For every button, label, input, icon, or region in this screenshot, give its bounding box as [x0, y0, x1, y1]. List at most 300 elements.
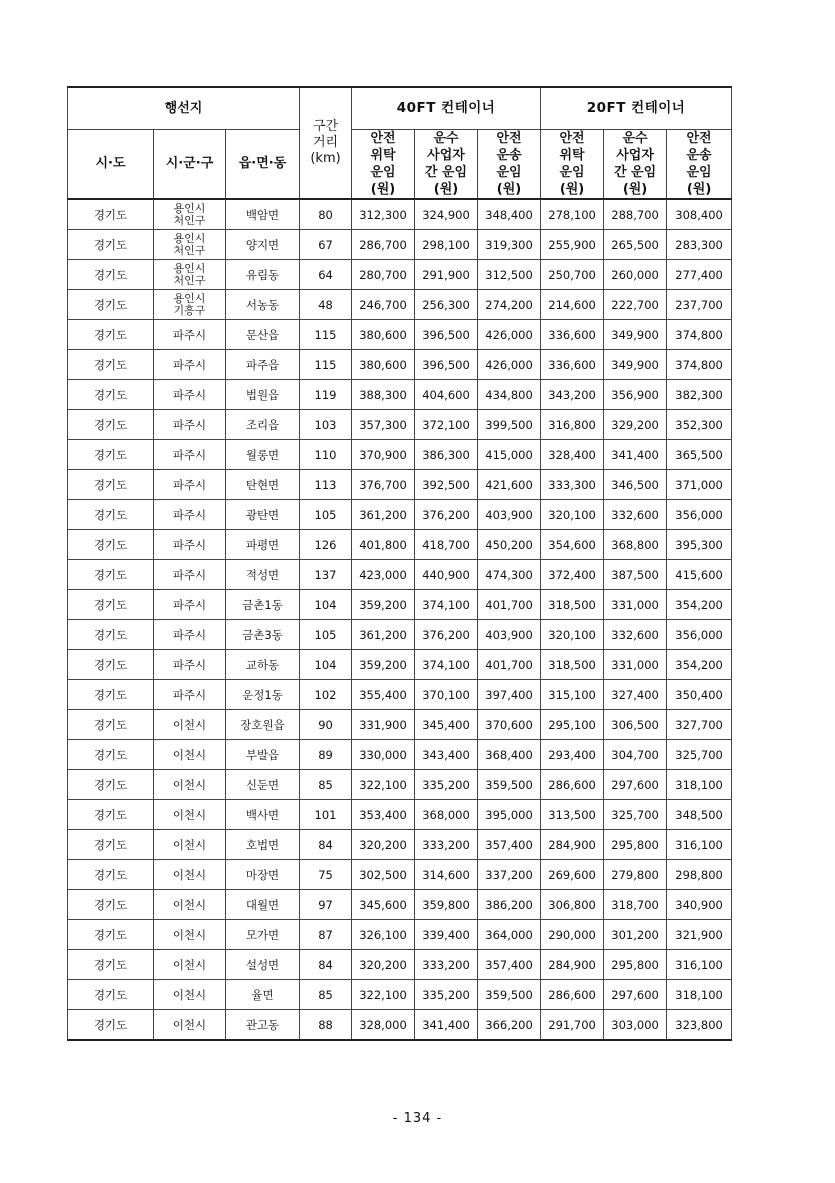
cell-20ft-consign: 316,800 [541, 410, 604, 440]
table-row [68, 230, 732, 260]
cell-40ft-carrier: 359,800 [415, 890, 478, 920]
cell-40ft-transport: 364,000 [478, 920, 541, 950]
container-20ft-header: 20FT 컨테이너 [541, 87, 732, 129]
cell-sido: 경기도 [68, 380, 154, 410]
cell-sido: 경기도 [68, 740, 154, 770]
cell-sigungu: 이천시 [154, 710, 226, 740]
cell-40ft-carrier: 418,700 [415, 530, 478, 560]
cell-40ft-carrier: 396,500 [415, 320, 478, 350]
cell-20ft-transport: 298,800 [667, 860, 732, 890]
cell-eupmyeondong: 탄현면 [226, 470, 300, 500]
cell-40ft-carrier: 440,900 [415, 560, 478, 590]
cell-20ft-consign: 336,600 [541, 350, 604, 380]
cell-40ft-consign: 322,100 [352, 770, 415, 800]
table-row [68, 680, 732, 710]
cell-eupmyeondong: 법원읍 [226, 380, 300, 410]
cell-20ft-transport: 356,000 [667, 620, 732, 650]
cell-distance: 105 [300, 620, 352, 650]
cell-20ft-transport: 237,700 [667, 290, 732, 320]
cell-20ft-carrier: 222,700 [604, 290, 667, 320]
cell-20ft-carrier: 349,900 [604, 350, 667, 380]
cell-sido: 경기도 [68, 950, 154, 980]
cell-20ft-transport: 356,000 [667, 500, 732, 530]
cell-distance: 85 [300, 770, 352, 800]
cell-20ft-consign: 354,600 [541, 530, 604, 560]
table-row [68, 530, 732, 560]
cell-40ft-transport: 403,900 [478, 620, 541, 650]
cell-20ft-transport: 318,100 [667, 770, 732, 800]
cell-sido: 경기도 [68, 500, 154, 530]
cell-40ft-transport: 359,500 [478, 980, 541, 1010]
cell-distance: 119 [300, 380, 352, 410]
cell-20ft-carrier: 304,700 [604, 740, 667, 770]
cell-40ft-carrier: 335,200 [415, 770, 478, 800]
cell-sigungu: 이천시 [154, 890, 226, 920]
cell-40ft-carrier: 370,100 [415, 680, 478, 710]
cell-40ft-consign: 331,900 [352, 710, 415, 740]
cell-20ft-consign: 278,100 [541, 199, 604, 230]
cell-20ft-transport: 382,300 [667, 380, 732, 410]
cell-20ft-carrier: 327,400 [604, 680, 667, 710]
cell-40ft-transport: 337,200 [478, 860, 541, 890]
cell-40ft-consign: 357,300 [352, 410, 415, 440]
page-number: - 134 - [392, 1111, 443, 1126]
cell-eupmyeondong: 부발읍 [226, 740, 300, 770]
cell-20ft-carrier: 279,800 [604, 860, 667, 890]
cell-20ft-transport: 365,500 [667, 440, 732, 470]
cell-40ft-transport: 450,200 [478, 530, 541, 560]
cell-sigungu: 용인시 처인구 [154, 199, 226, 230]
cell-eupmyeondong: 적성면 [226, 560, 300, 590]
cell-sido: 경기도 [68, 830, 154, 860]
cell-20ft-transport: 415,600 [667, 560, 732, 590]
cell-40ft-consign: 388,300 [352, 380, 415, 410]
cell-40ft-carrier: 256,300 [415, 290, 478, 320]
cell-20ft-carrier: 306,500 [604, 710, 667, 740]
cell-40ft-consign: 380,600 [352, 350, 415, 380]
table-row [68, 650, 732, 680]
cell-sigungu: 파주시 [154, 530, 226, 560]
cell-40ft-carrier: 345,400 [415, 710, 478, 740]
cell-sido: 경기도 [68, 800, 154, 830]
cell-eupmyeondong: 월롱면 [226, 440, 300, 470]
eupmyeondong-header: 읍·면·동 [226, 129, 300, 199]
cell-distance: 75 [300, 860, 352, 890]
cell-eupmyeondong: 양지면 [226, 230, 300, 260]
cell-eupmyeondong: 설성면 [226, 950, 300, 980]
cell-distance: 90 [300, 710, 352, 740]
table-row [68, 770, 732, 800]
cell-40ft-consign: 345,600 [352, 890, 415, 920]
cell-20ft-consign: 291,700 [541, 1010, 604, 1041]
cell-40ft-carrier: 343,400 [415, 740, 478, 770]
cell-40ft-consign: 361,200 [352, 620, 415, 650]
cell-20ft-consign: 343,200 [541, 380, 604, 410]
cell-40ft-consign: 353,400 [352, 800, 415, 830]
cell-sido: 경기도 [68, 199, 154, 230]
cell-40ft-carrier: 339,400 [415, 920, 478, 950]
cell-sido: 경기도 [68, 710, 154, 740]
cell-40ft-consign: 312,300 [352, 199, 415, 230]
cell-eupmyeondong: 호법면 [226, 830, 300, 860]
cell-20ft-carrier: 368,800 [604, 530, 667, 560]
cell-sigungu: 파주시 [154, 320, 226, 350]
cell-sigungu: 이천시 [154, 830, 226, 860]
cell-sigungu: 용인시 기흥구 [154, 290, 226, 320]
cell-20ft-transport: 350,400 [667, 680, 732, 710]
cell-eupmyeondong: 광탄면 [226, 500, 300, 530]
table-row [68, 620, 732, 650]
cell-40ft-transport: 357,400 [478, 950, 541, 980]
cell-distance: 97 [300, 890, 352, 920]
cell-20ft-consign: 372,400 [541, 560, 604, 590]
cell-20ft-transport: 395,300 [667, 530, 732, 560]
cell-distance: 137 [300, 560, 352, 590]
cell-40ft-transport: 386,200 [478, 890, 541, 920]
cell-sigungu: 이천시 [154, 980, 226, 1010]
cell-40ft-carrier: 333,200 [415, 950, 478, 980]
cell-20ft-transport: 374,800 [667, 320, 732, 350]
cell-20ft-transport: 348,500 [667, 800, 732, 830]
cell-sido: 경기도 [68, 920, 154, 950]
cell-eupmyeondong: 조리읍 [226, 410, 300, 440]
cell-40ft-consign: 280,700 [352, 260, 415, 290]
cell-sigungu: 파주시 [154, 680, 226, 710]
cell-eupmyeondong: 장호원읍 [226, 710, 300, 740]
freight-rate-table [67, 86, 732, 1041]
cell-sido: 경기도 [68, 620, 154, 650]
cell-20ft-carrier: 329,200 [604, 410, 667, 440]
cell-eupmyeondong: 백사면 [226, 800, 300, 830]
rate-col-header: 안전 운송 운임 (원) [478, 129, 541, 199]
cell-sigungu: 파주시 [154, 500, 226, 530]
cell-40ft-consign: 320,200 [352, 830, 415, 860]
cell-40ft-carrier: 404,600 [415, 380, 478, 410]
cell-sigungu: 용인시 처인구 [154, 260, 226, 290]
cell-sido: 경기도 [68, 470, 154, 500]
cell-eupmyeondong: 모가면 [226, 920, 300, 950]
cell-distance: 113 [300, 470, 352, 500]
cell-eupmyeondong: 신둔면 [226, 770, 300, 800]
cell-40ft-consign: 361,200 [352, 500, 415, 530]
cell-40ft-consign: 376,700 [352, 470, 415, 500]
cell-sido: 경기도 [68, 260, 154, 290]
cell-20ft-consign: 290,000 [541, 920, 604, 950]
cell-eupmyeondong: 파평면 [226, 530, 300, 560]
cell-40ft-transport: 319,300 [478, 230, 541, 260]
cell-20ft-transport: 277,400 [667, 260, 732, 290]
cell-20ft-carrier: 346,500 [604, 470, 667, 500]
destination-header: 행선지 [68, 87, 300, 129]
cell-20ft-consign: 286,600 [541, 980, 604, 1010]
cell-20ft-transport: 321,900 [667, 920, 732, 950]
cell-eupmyeondong: 서농동 [226, 290, 300, 320]
cell-eupmyeondong: 파주읍 [226, 350, 300, 380]
cell-40ft-transport: 370,600 [478, 710, 541, 740]
cell-distance: 67 [300, 230, 352, 260]
cell-sigungu: 파주시 [154, 440, 226, 470]
cell-20ft-consign: 293,400 [541, 740, 604, 770]
table-row [68, 950, 732, 980]
cell-40ft-consign: 286,700 [352, 230, 415, 260]
cell-40ft-carrier: 324,900 [415, 199, 478, 230]
cell-40ft-transport: 421,600 [478, 470, 541, 500]
cell-20ft-carrier: 325,700 [604, 800, 667, 830]
cell-20ft-carrier: 288,700 [604, 199, 667, 230]
cell-sigungu: 파주시 [154, 650, 226, 680]
cell-distance: 115 [300, 320, 352, 350]
cell-40ft-consign: 326,100 [352, 920, 415, 950]
cell-20ft-consign: 286,600 [541, 770, 604, 800]
table-row [68, 380, 732, 410]
table-row [68, 830, 732, 860]
cell-distance: 104 [300, 650, 352, 680]
cell-40ft-carrier: 376,200 [415, 620, 478, 650]
cell-sido: 경기도 [68, 440, 154, 470]
cell-40ft-transport: 415,000 [478, 440, 541, 470]
cell-20ft-transport: 318,100 [667, 980, 732, 1010]
cell-20ft-transport: 283,300 [667, 230, 732, 260]
cell-20ft-carrier: 301,200 [604, 920, 667, 950]
cell-eupmyeondong: 백암면 [226, 199, 300, 230]
rate-col-header: 안전 위탁 운임 (원) [352, 129, 415, 199]
cell-distance: 84 [300, 830, 352, 860]
cell-distance: 110 [300, 440, 352, 470]
cell-20ft-carrier: 332,600 [604, 620, 667, 650]
cell-20ft-consign: 295,100 [541, 710, 604, 740]
cell-40ft-transport: 359,500 [478, 770, 541, 800]
cell-40ft-transport: 348,400 [478, 199, 541, 230]
cell-20ft-carrier: 318,700 [604, 890, 667, 920]
cell-40ft-carrier: 341,400 [415, 1010, 478, 1041]
cell-40ft-consign: 328,000 [352, 1010, 415, 1041]
cell-40ft-transport: 395,000 [478, 800, 541, 830]
container-40ft-header: 40FT 컨테이너 [352, 87, 541, 129]
cell-eupmyeondong: 관고동 [226, 1010, 300, 1041]
cell-eupmyeondong: 문산읍 [226, 320, 300, 350]
cell-40ft-consign: 401,800 [352, 530, 415, 560]
table-row [68, 350, 732, 380]
cell-distance: 101 [300, 800, 352, 830]
cell-sigungu: 파주시 [154, 590, 226, 620]
cell-sido: 경기도 [68, 650, 154, 680]
cell-20ft-consign: 269,600 [541, 860, 604, 890]
cell-eupmyeondong: 금촌3동 [226, 620, 300, 650]
cell-20ft-consign: 250,700 [541, 260, 604, 290]
cell-sigungu: 이천시 [154, 770, 226, 800]
cell-sido: 경기도 [68, 320, 154, 350]
rate-col-header: 안전 위탁 운임 (원) [541, 129, 604, 199]
cell-20ft-transport: 327,700 [667, 710, 732, 740]
cell-sigungu: 이천시 [154, 950, 226, 980]
table-row [68, 260, 732, 290]
cell-distance: 87 [300, 920, 352, 950]
cell-distance: 84 [300, 950, 352, 980]
cell-20ft-carrier: 331,000 [604, 590, 667, 620]
cell-40ft-transport: 403,900 [478, 500, 541, 530]
cell-distance: 89 [300, 740, 352, 770]
cell-sigungu: 용인시 처인구 [154, 230, 226, 260]
cell-20ft-transport: 308,400 [667, 199, 732, 230]
cell-distance: 48 [300, 290, 352, 320]
cell-distance: 126 [300, 530, 352, 560]
cell-sigungu: 이천시 [154, 920, 226, 950]
cell-20ft-transport: 352,300 [667, 410, 732, 440]
cell-20ft-carrier: 332,600 [604, 500, 667, 530]
cell-sido: 경기도 [68, 770, 154, 800]
cell-40ft-transport: 357,400 [478, 830, 541, 860]
cell-20ft-consign: 333,300 [541, 470, 604, 500]
cell-sido: 경기도 [68, 980, 154, 1010]
cell-20ft-transport: 340,900 [667, 890, 732, 920]
distance-header: 구간 거리 (km) [300, 87, 352, 199]
sigungu-header: 시·군·구 [154, 129, 226, 199]
cell-20ft-transport: 316,100 [667, 830, 732, 860]
cell-20ft-consign: 336,600 [541, 320, 604, 350]
cell-20ft-carrier: 295,800 [604, 830, 667, 860]
table-row [68, 920, 732, 950]
cell-sigungu: 파주시 [154, 470, 226, 500]
table-row [68, 440, 732, 470]
cell-40ft-transport: 312,500 [478, 260, 541, 290]
cell-20ft-transport: 354,200 [667, 590, 732, 620]
table-row [68, 800, 732, 830]
cell-20ft-transport: 354,200 [667, 650, 732, 680]
cell-40ft-transport: 434,800 [478, 380, 541, 410]
cell-sido: 경기도 [68, 560, 154, 590]
cell-40ft-consign: 302,500 [352, 860, 415, 890]
cell-40ft-transport: 397,400 [478, 680, 541, 710]
cell-distance: 85 [300, 980, 352, 1010]
cell-20ft-transport: 316,100 [667, 950, 732, 980]
rate-table-body [68, 199, 732, 1040]
cell-20ft-carrier: 297,600 [604, 980, 667, 1010]
cell-40ft-consign: 359,200 [352, 650, 415, 680]
cell-40ft-carrier: 392,500 [415, 470, 478, 500]
cell-eupmyeondong: 운정1동 [226, 680, 300, 710]
cell-20ft-carrier: 387,500 [604, 560, 667, 590]
cell-20ft-transport: 323,800 [667, 1010, 732, 1041]
sido-header: 시·도 [68, 129, 154, 199]
table-row [68, 980, 732, 1010]
cell-sido: 경기도 [68, 230, 154, 260]
cell-sigungu: 파주시 [154, 620, 226, 650]
cell-40ft-carrier: 386,300 [415, 440, 478, 470]
cell-40ft-carrier: 314,600 [415, 860, 478, 890]
cell-eupmyeondong: 유림동 [226, 260, 300, 290]
cell-40ft-carrier: 291,900 [415, 260, 478, 290]
cell-40ft-transport: 401,700 [478, 590, 541, 620]
cell-20ft-consign: 214,600 [541, 290, 604, 320]
table-row [68, 470, 732, 500]
cell-eupmyeondong: 교하동 [226, 650, 300, 680]
cell-20ft-consign: 318,500 [541, 650, 604, 680]
cell-40ft-transport: 401,700 [478, 650, 541, 680]
cell-eupmyeondong: 마장면 [226, 860, 300, 890]
cell-sido: 경기도 [68, 350, 154, 380]
cell-sido: 경기도 [68, 410, 154, 440]
cell-20ft-carrier: 349,900 [604, 320, 667, 350]
cell-20ft-consign: 315,100 [541, 680, 604, 710]
rate-col-header: 안전 운송 운임 (원) [667, 129, 732, 199]
cell-40ft-consign: 330,000 [352, 740, 415, 770]
cell-40ft-consign: 359,200 [352, 590, 415, 620]
cell-distance: 80 [300, 199, 352, 230]
cell-20ft-carrier: 331,000 [604, 650, 667, 680]
cell-40ft-transport: 474,300 [478, 560, 541, 590]
cell-20ft-carrier: 295,800 [604, 950, 667, 980]
cell-40ft-carrier: 333,200 [415, 830, 478, 860]
cell-40ft-carrier: 374,100 [415, 590, 478, 620]
cell-sigungu: 이천시 [154, 800, 226, 830]
table-row [68, 860, 732, 890]
cell-sigungu: 이천시 [154, 860, 226, 890]
cell-20ft-transport: 374,800 [667, 350, 732, 380]
cell-20ft-consign: 306,800 [541, 890, 604, 920]
cell-20ft-carrier: 303,000 [604, 1010, 667, 1041]
cell-sigungu: 파주시 [154, 350, 226, 380]
table-row [68, 1010, 732, 1041]
cell-distance: 103 [300, 410, 352, 440]
cell-eupmyeondong: 율면 [226, 980, 300, 1010]
cell-40ft-consign: 423,000 [352, 560, 415, 590]
cell-sido: 경기도 [68, 590, 154, 620]
cell-20ft-carrier: 265,500 [604, 230, 667, 260]
cell-sigungu: 이천시 [154, 1010, 226, 1041]
cell-20ft-consign: 284,900 [541, 830, 604, 860]
cell-distance: 105 [300, 500, 352, 530]
cell-distance: 104 [300, 590, 352, 620]
cell-20ft-carrier: 297,600 [604, 770, 667, 800]
cell-20ft-consign: 328,400 [541, 440, 604, 470]
cell-40ft-consign: 322,100 [352, 980, 415, 1010]
cell-sido: 경기도 [68, 290, 154, 320]
cell-20ft-consign: 255,900 [541, 230, 604, 260]
cell-40ft-transport: 274,200 [478, 290, 541, 320]
cell-sido: 경기도 [68, 680, 154, 710]
cell-40ft-transport: 366,200 [478, 1010, 541, 1041]
table-row [68, 320, 732, 350]
cell-20ft-transport: 325,700 [667, 740, 732, 770]
cell-sido: 경기도 [68, 530, 154, 560]
cell-20ft-carrier: 356,900 [604, 380, 667, 410]
cell-40ft-carrier: 335,200 [415, 980, 478, 1010]
table-row [68, 710, 732, 740]
cell-40ft-transport: 426,000 [478, 320, 541, 350]
cell-distance: 64 [300, 260, 352, 290]
cell-40ft-consign: 320,200 [352, 950, 415, 980]
cell-distance: 88 [300, 1010, 352, 1041]
cell-sigungu: 이천시 [154, 740, 226, 770]
cell-40ft-carrier: 396,500 [415, 350, 478, 380]
table-row [68, 740, 732, 770]
cell-20ft-consign: 320,100 [541, 620, 604, 650]
table-row [68, 590, 732, 620]
cell-20ft-consign: 318,500 [541, 590, 604, 620]
cell-20ft-consign: 284,900 [541, 950, 604, 980]
cell-40ft-transport: 368,400 [478, 740, 541, 770]
cell-20ft-consign: 313,500 [541, 800, 604, 830]
rate-col-header: 운수 사업자 간 운임 (원) [604, 129, 667, 199]
cell-40ft-carrier: 298,100 [415, 230, 478, 260]
cell-40ft-carrier: 372,100 [415, 410, 478, 440]
cell-40ft-consign: 370,900 [352, 440, 415, 470]
cell-sigungu: 파주시 [154, 410, 226, 440]
cell-sigungu: 파주시 [154, 380, 226, 410]
cell-40ft-carrier: 368,000 [415, 800, 478, 830]
cell-distance: 102 [300, 680, 352, 710]
cell-eupmyeondong: 대월면 [226, 890, 300, 920]
